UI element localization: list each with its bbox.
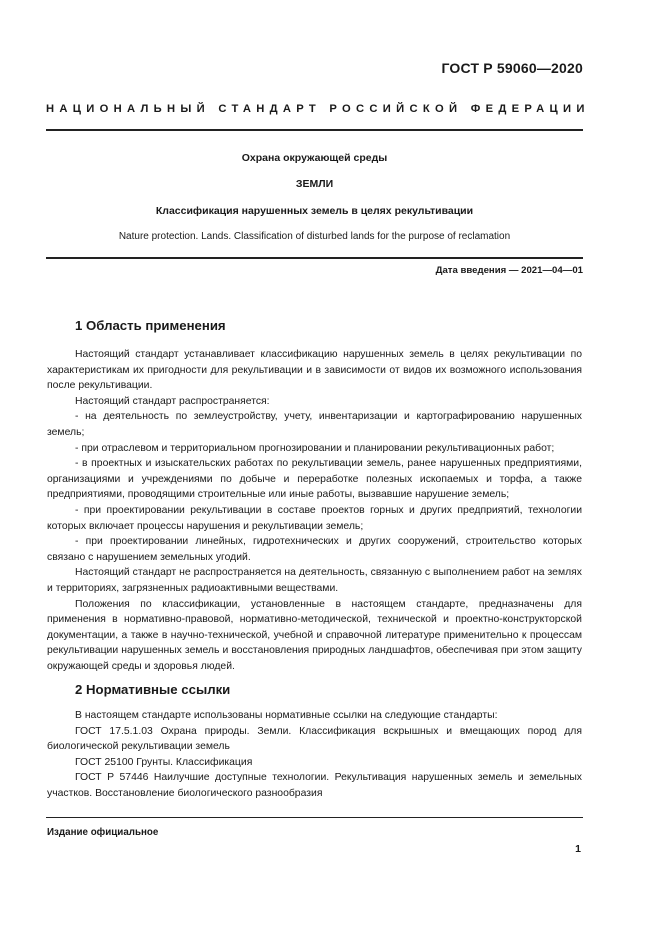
main-title: ЗЕМЛИ <box>295 178 334 190</box>
paragraph: Положения по классификации, установленные в настоящем стандарте, предназначены для применения в нормативно-правовой, нормативно-методической, технической и проектно-конструкторской документации, а также в научно-технической, учебной и справочной литературе применительно к процессам рекультивации нарушенных земель и восстановления природных ландшафтов, обеспечивая при этом защиту окружающей среды и здоровья людей. <box>47 598 582 672</box>
section-1-title: 1 Область применения <box>75 318 226 333</box>
section-2-title: 2 Нормативные ссылки <box>75 682 231 697</box>
list-item: - при проектировании линейных, гидротехнических и других сооружений, строительство которых связано с нарушением земельных угодий. <box>47 536 582 563</box>
section-2-body <box>47 708 582 802</box>
introduction-date: Дата введения — 2021—04—01 <box>435 265 583 276</box>
paragraph: Настоящий стандарт устанавливает классификацию нарушенных земель в целях рекультивации по характеристикам их пригодности для рекультивации и в зависимости от видов их возможного использования после рекультивации. <box>47 349 582 392</box>
reference-item: ГОСТ 25100 Грунты. Классификация <box>75 756 253 768</box>
reference-item: ГОСТ 17.5.1.03 Охрана природы. Земли. Классификация вскрышных и вмещающих пород для биологической рекультивации земель <box>47 725 582 753</box>
page-number: 1 <box>575 843 581 855</box>
list-item: - при отраслевом и территориальном прогнозировании и планировании рекультивационных работ; <box>75 442 555 454</box>
national-standard-title: НАЦИОНАЛЬНЫЙ СТАНДАРТ РОССИЙСКОЙ ФЕДЕРАЦИИ <box>46 103 590 115</box>
list-item: - в проектных и изыскательских работах по рекультивации земель, ранее нарушенных предприятиями, организациями и учреждениями по добыче и переработке полезных ископаемых и торфа, а также предприятиями, проводящими строительные или иные работы, вызвавшие нарушение земель; <box>47 458 582 501</box>
paragraph: В настоящем стандарте использованы нормативные ссылки на следующие стандарты: <box>75 710 498 721</box>
list-item: - на деятельность по землеустройству, учету, инвентаризации и картографированию нарушенных земель; <box>47 411 582 438</box>
subtitle: Классификация нарушенных земель в целях рекультивации <box>155 205 474 217</box>
edition-label: Издание официальное <box>47 827 159 838</box>
title-rule <box>46 257 583 259</box>
footer-rule <box>46 817 583 818</box>
paragraph: Настоящий стандарт не распространяется на деятельность, связанную с выполнением работ на землях и территориях, загрязненных радиоактивными веществами. <box>47 567 582 594</box>
paragraph: Настоящий стандарт распространяется: <box>75 395 270 407</box>
reference-item: ГОСТ Р 57446 Наилучшие доступные технологии. Рекультивация нарушенных земель и земельных участков. Восстановление биологического разнообразия <box>47 772 582 799</box>
document-number: ГОСТ Р 59060—2020 <box>441 60 583 76</box>
english-title: Nature protection. Lands. Classification of disturbed lands for the purpose of reclamation <box>118 231 511 242</box>
header-rule <box>46 129 583 131</box>
list-item: - при проектировании рекультивации в составе проектов горных и других предприятий, технологии которых включает процессы нарушения и рекультивации земель; <box>47 504 582 532</box>
subject-heading: Охрана окружающей среды <box>241 152 388 164</box>
section-1-body <box>47 347 582 674</box>
